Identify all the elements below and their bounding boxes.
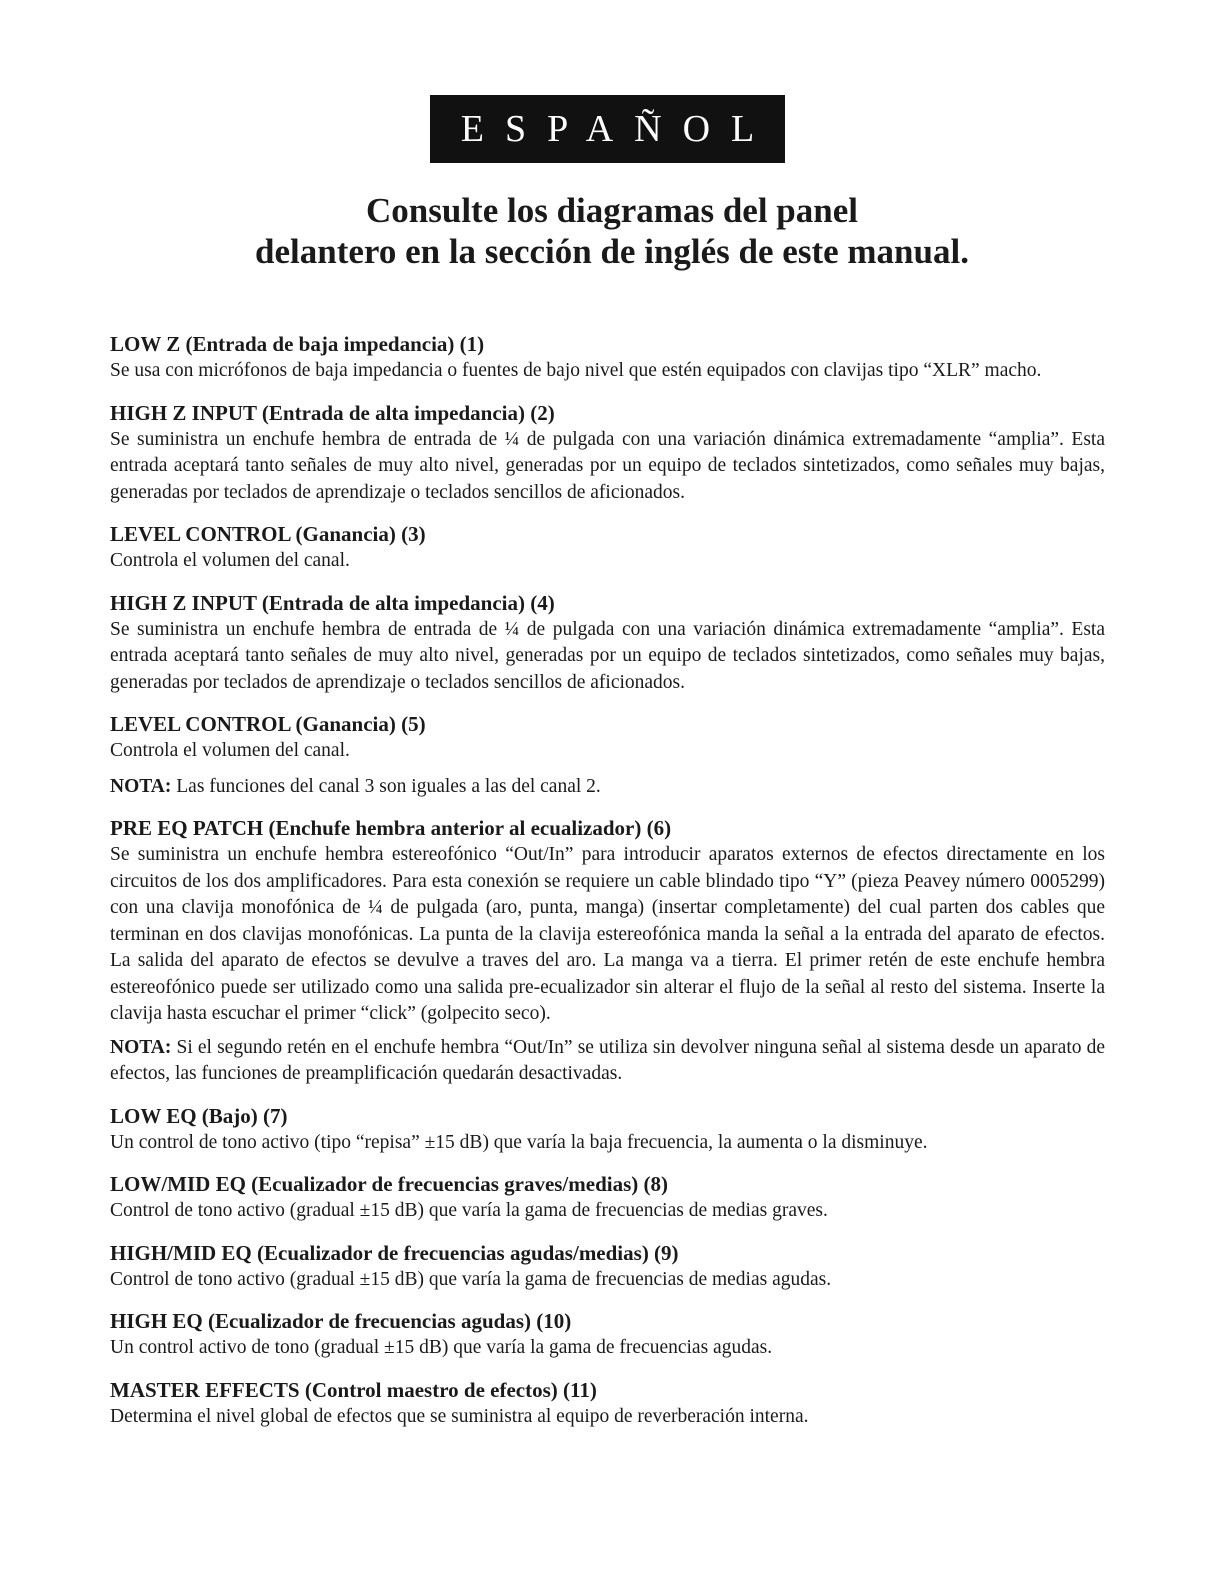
section-low-eq bbox=[110, 1103, 1105, 1157]
language-badge: ESPAÑOL bbox=[430, 95, 785, 163]
section-heading: HIGH Z INPUT (Entrada de alta impedancia) (4) bbox=[110, 590, 555, 615]
section-body: Se suministra un enchufe hembra de entrada de ¼ de pulgada con una variación dinámica extremadamente “amplia”. Esta entrada aceptará tanto señales de muy alto nivel, generadas por un equipo de teclados sintetizados, como señales muy bajas, generadas por teclados de aprendizaje o teclados sencillos de aficionados. bbox=[110, 428, 1105, 503]
note-out-in bbox=[110, 1035, 1105, 1088]
section-heading: LEVEL CONTROL (Ganancia) (3) bbox=[110, 522, 426, 546]
section-heading: MASTER EFFECTS (Control maestro de efectos) (11) bbox=[110, 1377, 597, 1402]
section-high-eq bbox=[110, 1308, 1105, 1362]
section-master-effects bbox=[110, 1377, 1105, 1431]
section-body: Se suministra un enchufe hembra de entrada de ¼ de pulgada con una variación dinámica extremadamente “amplia”. Esta entrada aceptará tanto señales de muy alto nivel, generadas por un equipo de teclados sintetizados, como señales muy bajas, generadas por teclados de aprendizaje o teclados sencillos de aficionados. bbox=[110, 618, 1105, 693]
section-heading: HIGH EQ (Ecualizador de frecuencias agudas) (10) bbox=[110, 1309, 572, 1333]
note-text: Las funciones del canal 3 son iguales a las del canal 2. bbox=[176, 775, 601, 797]
note-text: Si el segundo retén en el enchufe hembra “Out/In” se utiliza sin devolver ninguna señal al sistema desde un aparato de efectos, las funciones de preamplificación quedarán desactivadas. bbox=[110, 1036, 1106, 1084]
section-body: Controla el volumen del canal. bbox=[110, 740, 350, 761]
section-body: Se usa con micrófonos de baja impedancia o fuentes de bajo nivel que estén equipados con clavijas tipo “XLR” macho. bbox=[110, 360, 1042, 381]
note-channel-3 bbox=[110, 774, 1105, 801]
section-body: Controla el volumen del canal. bbox=[110, 550, 350, 571]
section-heading: LOW Z (Entrada de baja impedancia) (1) bbox=[110, 332, 485, 356]
page-title-line-2: delantero en la sección de inglés de este manual. bbox=[255, 232, 969, 271]
section-high-z-input-4 bbox=[110, 590, 1105, 697]
section-body: Un control activo de tono (gradual ±15 dB) que varía la gama de frecuencias agudas. bbox=[110, 1337, 773, 1358]
note-label: NOTA: bbox=[110, 775, 172, 797]
section-low-mid-eq bbox=[110, 1171, 1105, 1225]
section-level-control-3 bbox=[110, 521, 1105, 575]
section-body: Control de tono activo (gradual ±15 dB) que varía la gama de frecuencias de medias graves. bbox=[110, 1200, 828, 1221]
note-label: NOTA: bbox=[110, 1036, 172, 1058]
section-high-z-input-2 bbox=[110, 400, 1105, 507]
section-heading: LOW EQ (Bajo) (7) bbox=[110, 1103, 288, 1128]
page-title-line-1: Consulte los diagramas del panel bbox=[366, 191, 858, 230]
section-heading: LEVEL CONTROL (Ganancia) (5) bbox=[110, 712, 426, 736]
manual-content bbox=[110, 331, 1105, 1445]
section-low-z bbox=[110, 331, 1105, 385]
page-title bbox=[0, 190, 1224, 272]
section-level-control-5 bbox=[110, 711, 1105, 765]
section-body: Se suministra un enchufe hembra estereofónico “Out/In” para introducir aparatos externos de efectos directamente en los circuitos de los dos amplificadores. Para esta conexión se requiere un cable blindado tipo “Y” (pieza Peavey número 0005299) con una clavija monofónica de ¼ de pulgada (aro, punta, manga) (insertar completamente) del cual parten dos cables que terminan en dos clavijas monofónicas. La punta de la clavija estereofónica manda la señal a la entrada del aparato de efectos. La salida del aparato de efectos se devulve a traves del aro. La manga va a tierra. El primer retén de este enchufe hembra estereofónico puede ser utilizado como una salida pre-ecualizador sin alterar el flujo de la señal al resto del sistema. Inserte la clavija hasta escuchar el primer “click” (golpecito seco). bbox=[110, 844, 1105, 1024]
section-heading: LOW/MID EQ (Ecualizador de frecuencias graves/medias) (8) bbox=[110, 1172, 668, 1196]
section-heading: HIGH Z INPUT (Entrada de alta impedancia) (2) bbox=[110, 400, 555, 425]
section-high-mid-eq bbox=[110, 1240, 1105, 1294]
section-body: Un control de tono activo (tipo “repisa” ±15 dB) que varía la baja frecuencia, la aumenta o la disminuye. bbox=[110, 1131, 928, 1153]
section-body: Control de tono activo (gradual ±15 dB) que varía la gama de frecuencias de medias agudas. bbox=[110, 1268, 832, 1290]
section-heading: PRE EQ PATCH (Enchufe hembra anterior al ecualizador) (6) bbox=[110, 816, 672, 840]
section-pre-eq-patch bbox=[110, 815, 1105, 1028]
section-body: Determina el nivel global de efectos que se suministra al equipo de reverberación interna. bbox=[110, 1405, 809, 1427]
section-heading: HIGH/MID EQ (Ecualizador de frecuencias agudas/medias) (9) bbox=[110, 1240, 679, 1265]
